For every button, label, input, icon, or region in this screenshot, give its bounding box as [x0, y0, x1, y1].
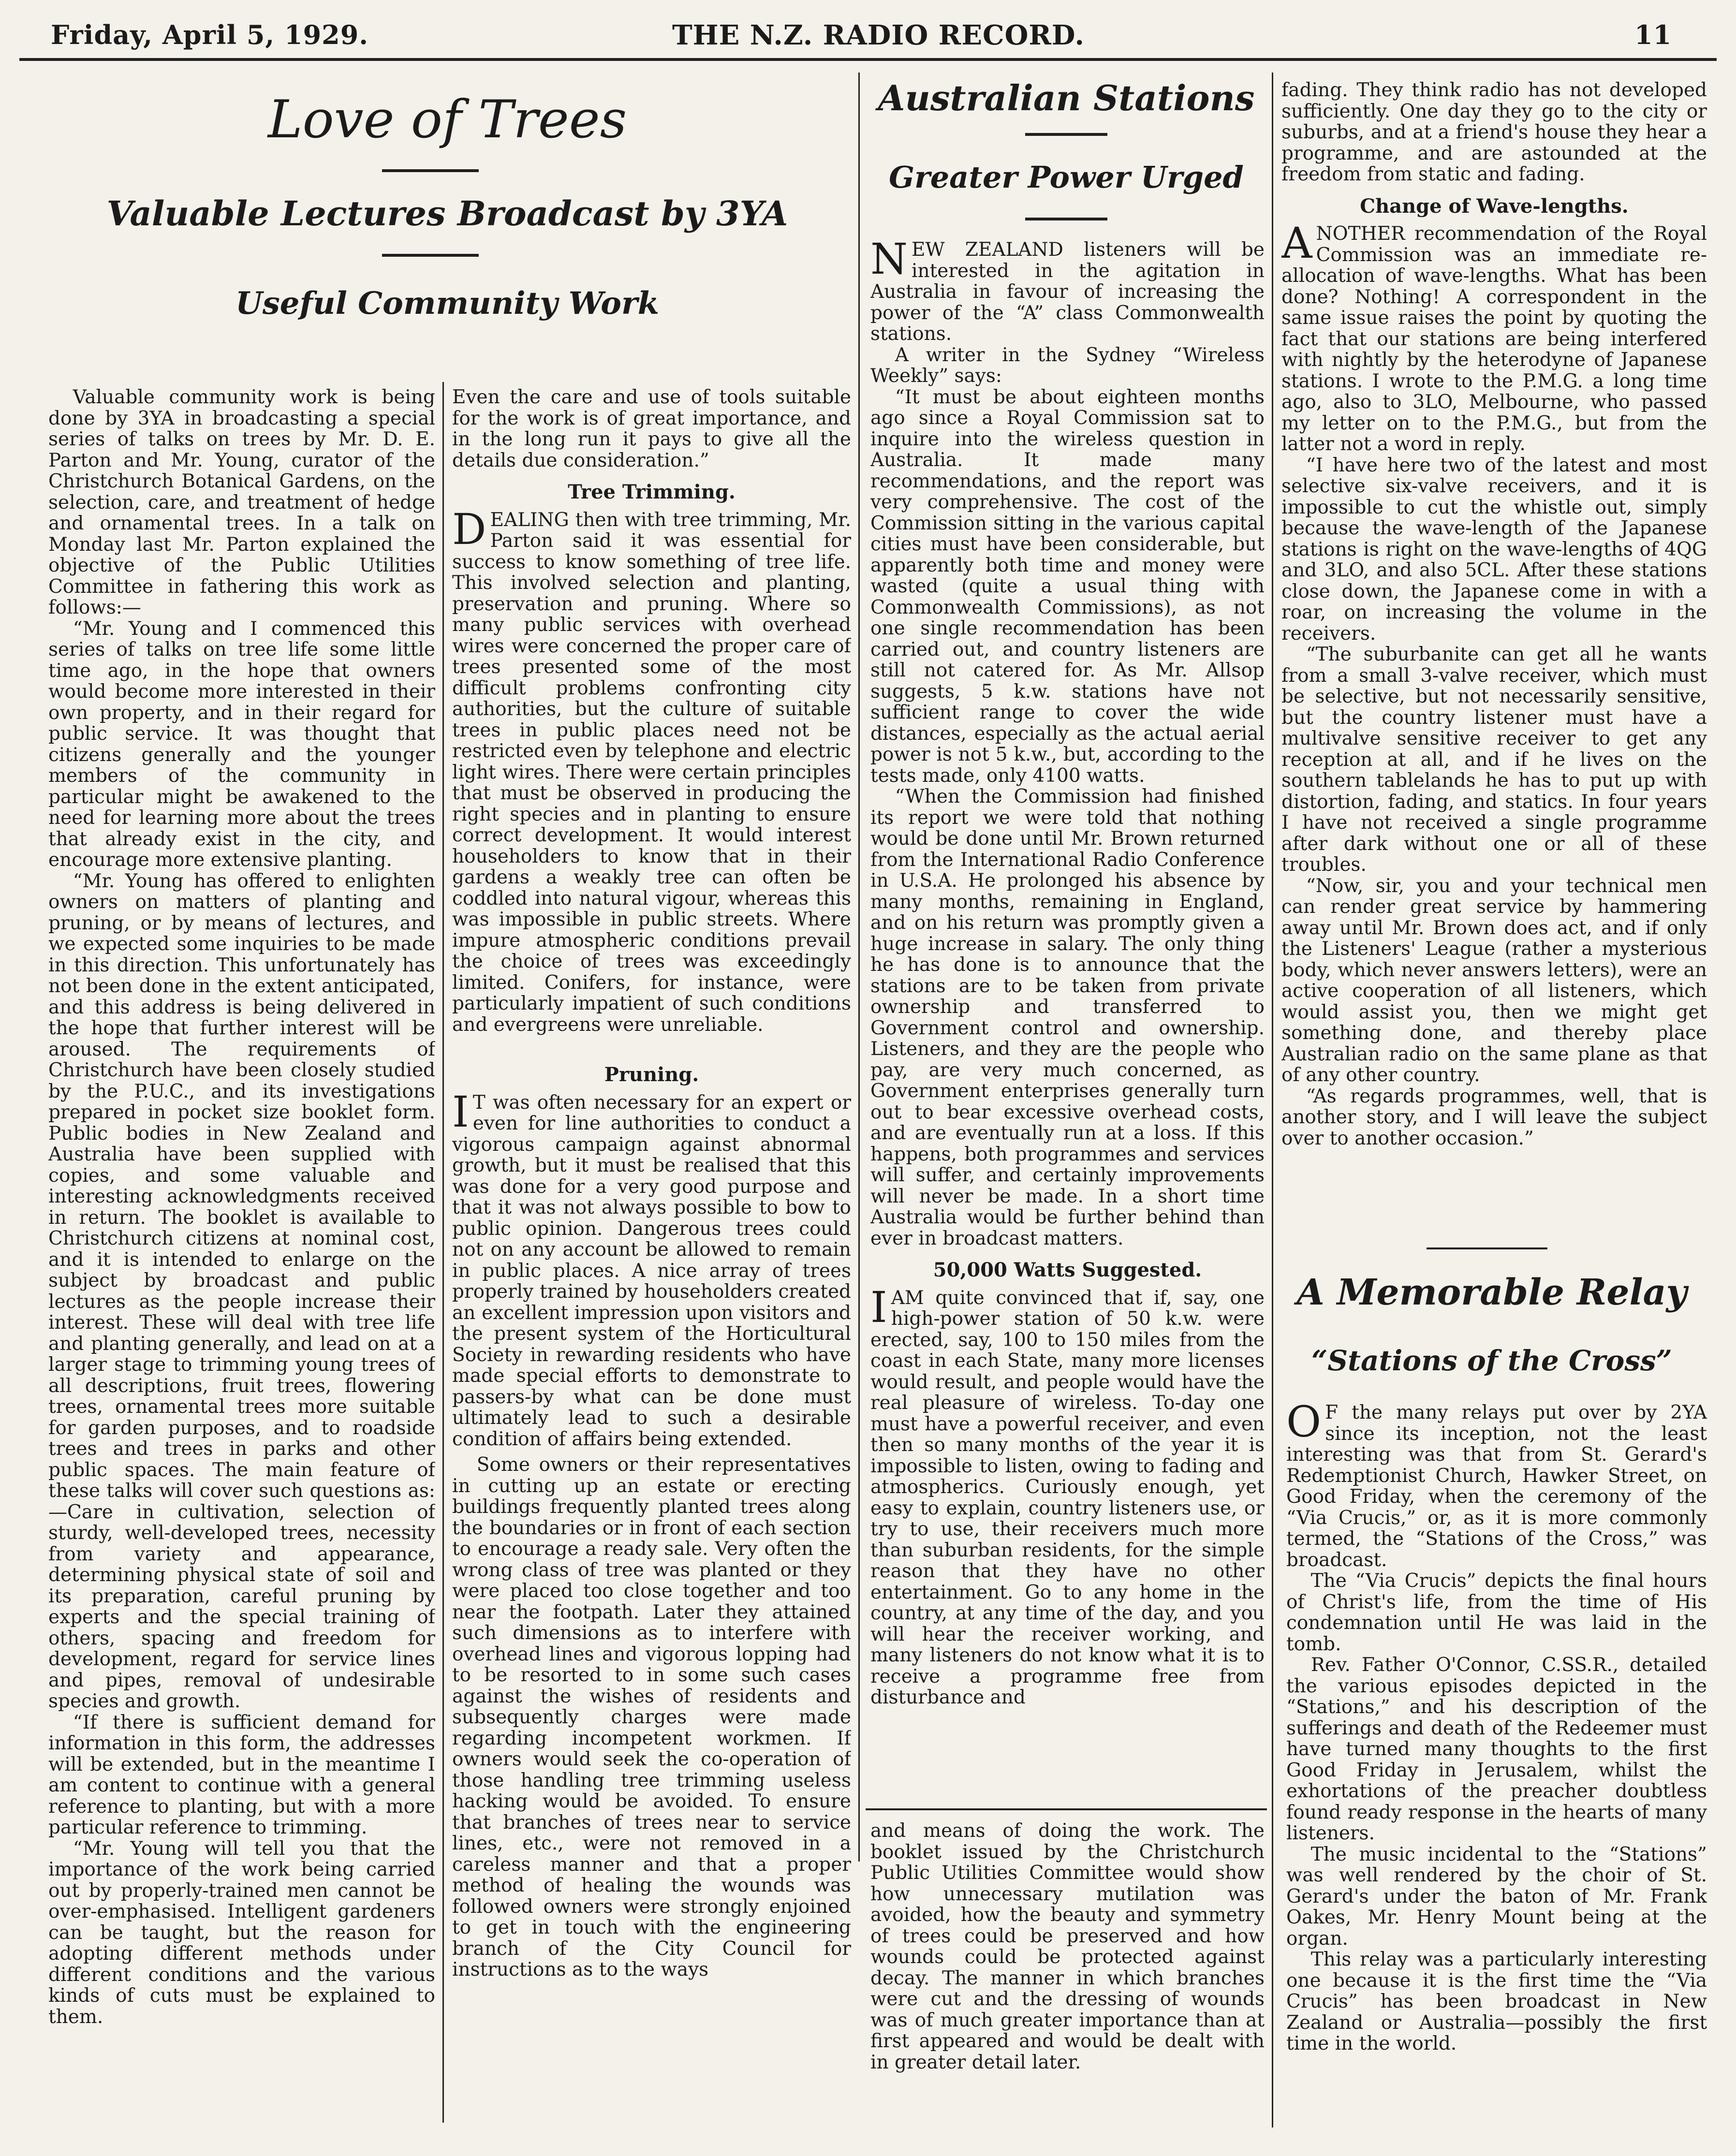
paragraph: “Mr. Young and I commenced this series of talks on tree life some little time ago, in the hope that owners would become more interested in their own property, and in their regard for public service. It was thought that citizens generally and the younger members of the community in particular might be awakened to the need for learning more about the trees that already exist in the city, and encourage more extensive planting. — [48, 617, 435, 871]
paragraph-text: F the many relays put over by 2YA since its inception, not the least interesting was that from St. Gerard's Redemptionist Church, Hawker Street, on Good Friday, when the ceremony of the “Via Crucis,” or, as it is more commonly termed, the “Stations of the Cross,” was broadcast. — [1286, 1402, 1707, 1571]
right-article-column-3 — [870, 239, 1265, 1796]
continuation-block — [870, 1820, 1265, 2130]
drop-cap: I — [452, 1086, 469, 1137]
right-article-column-4 — [1281, 80, 1707, 1255]
left-article-title: Love of Trees — [267, 89, 627, 150]
paragraph — [870, 239, 1265, 345]
paragraph: “Mr. Young has offered to enlighten owners on matters of planting and pruning, or by means of lectures, and we expected some inquiries to be made in this direction. This unfortunately has not been done in the extent anticipated, and this address is being delivered in the hope that further interest will be aroused. The requirements of Christchurch have been closely studied by the P.U.C., and its investigations prepared in pocket size booklet form. Public bodies in New Zealand and Australia have been supplied with copies, and some valuable and interesting acknowledgments received in return. The booklet is available to Christchurch citizens at nominal cost, and it is intended to enlarge on the subject by broadcast and public lectures as the people increase their interest. These will deal with tree life and planting generally, and lead on at a larger stage to trimming young trees of all descriptions, fruit trees, flowering trees, ornamental trees more suitable for garden purposes, and to roadside trees and trees in parks and other public spaces. The main feature of these talks will cover such questions as:—Care in cultivation, selection of sturdy, well-developed trees, necessity from variety and appearance, determining physical state of soil and its preparation, careful pruning by experts and the special training of others, spacing and freedom for development, regard for service lines and pipes, removal of undesirable species and growth. — [48, 870, 435, 1712]
column-rule — [858, 73, 860, 1862]
section-heading-tree-trimming: Tree Trimming. — [568, 481, 736, 503]
paragraph: The “Via Crucis” depicts the final hours of Christ's life, from the time of His condemnation until He was laid in the tomb. — [1286, 1570, 1707, 1655]
left-article-subtitle: Valuable Lectures Broadcast by 3YA — [106, 193, 788, 234]
section-heading-pruning: Pruning. — [604, 1063, 699, 1086]
drop-cap: O — [1286, 1402, 1322, 1447]
paragraph: Some owners or their representatives in cutting up an estate or erecting buildings frequently planted trees along the boundaries or in front of each section to encourage a ready sale. Very often the wrong class of tree was planted or they were placed too close together and too near the footpath. Later they attained such dimensions as to interfere with overhead lines and vigorous lopping had to be resorted to in some such cases against the wishes of residents and subsequently charges were made regarding incompetent workmen. If owners would seek the co-operation of those handling tree trimming useless hacking would be avoided. To ensure that branches of trees near to service lines, etc., were not removed in a careless manner and that a proper method of healing the wounds was followed owners were strongly enjoined to get in touch with the engineering branch of the City Council for instructions as to the ways — [452, 1454, 851, 1980]
paragraph: fading. They think radio has not developed sufficiently. One day they go to the city or suburbs, and at a friend's house they hear a programme, and are astounded at the freedom from static and fading. — [1281, 80, 1707, 185]
paragraph: “I have here two of the latest and most selective six-valve receivers, and it is impossible to cut the whistle out, simply because the wave-length of the Japanese stations is right on the wave-lengths of 4QG and 3LO, and also 5CL. After these stations close down, the Japanese come in with a roar, on increasing the volume in the receivers. — [1281, 454, 1707, 645]
section-heading-watts: 50,000 Watts Suggested. — [933, 1259, 1202, 1281]
relay-separator — [1427, 1247, 1547, 1249]
drop-cap: A — [1281, 218, 1312, 268]
paragraph: Even the care and use of tools suitable for the work is of great importance, and in the long run it pays to give all the details due consideration.” — [452, 387, 851, 471]
drop-cap: I — [870, 1282, 887, 1332]
masthead: THE N.Z. RADIO RECORD. — [672, 19, 1085, 51]
relay-article-body — [1286, 1402, 1707, 2108]
paragraph — [452, 1086, 851, 1450]
bottom-continuation-rule — [866, 1808, 1267, 1810]
paragraph: “If there is sufficient demand for information in this form, the addresses will be extended, but in the meantime I am content to continue with a general reference to planting, but with a more particular reference to trimming. — [48, 1711, 435, 1838]
title-separator — [1025, 133, 1107, 136]
paragraph: Rev. Father O'Connor, C.SS.R., detailed the various episodes depicted in the “Stations,” and his description of the sufferings and death of the Redeemer must have turned many thoughts to the first Good Friday in Jerusalem, whilst the exhortations of the preacher doubtless found ready response in the hearts of many listeners. — [1286, 1654, 1707, 1844]
relay-article-subtitle: “Stations of the Cross” — [1311, 1344, 1673, 1377]
paragraph: This relay was a particularly interesting one because it is the first time the “Via Crucis” has been broadcast in New Zealand or Australia—possibly the first time in the world. — [1286, 1949, 1707, 2054]
paragraph: and means of doing the work. The booklet issued by the Christchurch Public Utilities Committee would show how unnecessary mutilation was avoided, how the beauty and symmetry of trees could be preserved and how wounds could be protected against decay. The manner in which branches were cut and the dressing of wounds was of much greater importance than at first appeared and would be dealt with in greater detail later. — [870, 1820, 1265, 2073]
section-heading-wave-lengths: Change of Wave-lengths. — [1360, 194, 1629, 218]
column-rule — [442, 382, 444, 2123]
paragraph: Valuable community work is being done by 3YA in broadcasting a special series of talks on trees by Mr. D. E. Parton and Mr. Young, curator of the Christchurch Botanical Gardens, on the selection, care, and treatment of hedge and ornamental trees. In a talk on Monday last Mr. Parton explained the objective of the Public Utilities Committee in fathering this work as follows:— — [48, 387, 435, 618]
left-article-column-1 — [48, 387, 435, 2118]
paragraph-text: EALING then with tree trimming, Mr. Parton said it was essential for success to know something of tree life. This involved selection and planting, preservation and pruning. Where so many public services with overhead wires were concerned the proper care of trees presented some of the most difficult problems confronting city authorities, but the culture of suitable trees in public places need not be restricted even by telephone and electric light wires. There were certain principles that must be observed in producing the right species and in planting to ensure correct development. It would interest householders to know that in their gardens a weakly tree can often be coddled into natural vigour, whereas this was impossible in public streets. Where impure atmospheric conditions prevail the choice of trees was exceedingly limited. Conifers, for instance, were particularly impatient of such conditions and evergreens were unreliable. — [452, 509, 851, 1036]
drop-cap: D — [452, 504, 486, 554]
subtitle-separator — [382, 254, 479, 257]
paragraph: “When the Commission had finished its report we were told that nothing would be done until Mr. Brown returned from the International Radio Conference in U.S.A. He prolonged his absence by many months, remaining in England, and on his return was promptly given a huge increase in salary. The only thing he has done is to announce that the stations are to be taken from private ownership and transferred to Government control and ownership. Listeners, and they are the people who pay, are very much concerned, as Government enterprises generally turn out to bear excessive overhead costs, and are eventually run at a loss. If this happens, both programmes and services will suffer, and certainly improvements will never be made. In a short time Australia would be further behind than ever in broadcast matters. — [870, 786, 1265, 1249]
paragraph — [1281, 218, 1707, 455]
paragraph — [1286, 1402, 1707, 1570]
paragraph-text: NOTHER recommendation of the Royal Commission was an immediate re-allocation of wave-lengths. What has been done? Nothing! A correspondent in the same issue raises the point by quoting the fact that our stations are being interfered with nightly by the heterodyne of Japanese stations. I wrote to the P.M.G. a long time ago, also to 3LO, Melbourne, who passed my letter on to the P.M.G., but from the latter not a word in reply. — [1281, 223, 1707, 455]
drop-cap: N — [870, 239, 908, 284]
subtitle-separator — [1025, 218, 1107, 220]
paragraph: “Now, sir, you and your technical men can render great service by hammering away until Mr. Brown does act, and if only the Listeners' League (rather a mysterious body, which never answers letters), were an active cooperation of all listeners, which would assist you, then we might get something done, and thereby place Australian radio on the same plane as that of any other country. — [1281, 875, 1707, 1086]
title-separator — [382, 169, 479, 172]
paragraph — [452, 504, 851, 1036]
paragraph: A writer in the Sydney “Wireless Weekly” says: — [870, 344, 1265, 387]
paragraph-text: T was often necessary for an expert or even for line authorities to conduct a vigorous campaign against abnormal growth, but it must be realised that this was done for a very good purpose and that it was not always possible to bow to public opinion. Dangerous trees could not on any account be allowed to remain in public places. A nice array of trees properly trained by householders created an excellent impression upon visitors and the present system of the Horticultural Society in rewarding residents who have made special efforts to demonstrate to passers-by what can be done must ultimately lead to such a desirable condition of affairs being extended. — [452, 1091, 851, 1450]
paragraph — [870, 1282, 1265, 1708]
paragraph-text: EW ZEALAND listeners will be interested in the agitation in Australia in favour of increasing the power of the “A” class Commonwealth stations. — [870, 239, 1265, 345]
column-rule — [1272, 73, 1273, 2127]
left-article-subhead: Useful Community Work — [235, 285, 660, 322]
left-article-column-2 — [452, 387, 851, 2118]
paragraph-text: AM quite convinced that if, say, one high-power station of 50 k.w. were erected, say, 100 to 150 miles from the coast in each State, many more licenses would result, and people would have the real pleasure of wireless. To-day one must have a powerful receiver, and even then so many months of the year it is impossible to listen, owing to fading and atmospherics. Curiously enough, yet easy to explain, country listeners use, or try to use, their receivers much more than suburban residents, for the simple reason that they have no other entertainment. Go to any home in the country, at any time of the day, and you will hear the receiver working, and many listeners do not know what it is to receive a programme free from disturbance and — [870, 1287, 1265, 1708]
right-article-title: Australian Stations — [878, 77, 1255, 118]
header-rule — [19, 58, 1717, 61]
relay-article-title: A Memorable Relay — [1296, 1272, 1687, 1313]
paragraph: “Mr. Young will tell you that the importance of the work being carried out by properly-trained men cannot be over-emphasised. Intelligent gardeners can be taught, but the reason for adopting different methods under different conditions and the various kinds of cuts must be explained to them. — [48, 1837, 435, 2028]
issue-date: Friday, April 5, 1929. — [51, 19, 369, 50]
paragraph: “It must be about eighteen months ago since a Royal Commission sat to inquire into the wireless question in Australia. It made many recommendations, and the report was very comprehensive. The cost of the Commission sitting in the various capital cities must have been considerable, but apparently both time and money were wasted (quite a usual thing with Commonwealth Commissions), as not one single recommendation has been carried out, and country listeners are still not catered for. As Mr. Allsop suggests, 5 k.w. stations have not sufficient range to cover the wide distances, especially as the actual aerial power is not 5 k.w., but, according to the tests made, only 4100 watts. — [870, 386, 1265, 787]
paragraph: The music incidental to the “Stations” was well rendered by the choir of St. Gerard's under the baton of Mr. Frank Oakes, Mr. Henry Mount being at the organ. — [1286, 1843, 1707, 1950]
paragraph: “The suburbanite can get all he wants from a small 3-valve receiver, which must be selective, but not necessarily sensitive, but the country listener must have a multivalve sensitive receiver to get any reception at all, and if he lives on the southern tablelands he has to put up with distortion, fading, and statics. In four years I have not received a single programme after dark without one or all of these troubles. — [1281, 644, 1707, 876]
right-article-subtitle: Greater Power Urged — [889, 160, 1244, 195]
page-number: 11 — [1634, 19, 1672, 50]
paragraph: “As regards programmes, well, that is another story, and I will leave the subject over to another occasion.” — [1281, 1085, 1707, 1149]
